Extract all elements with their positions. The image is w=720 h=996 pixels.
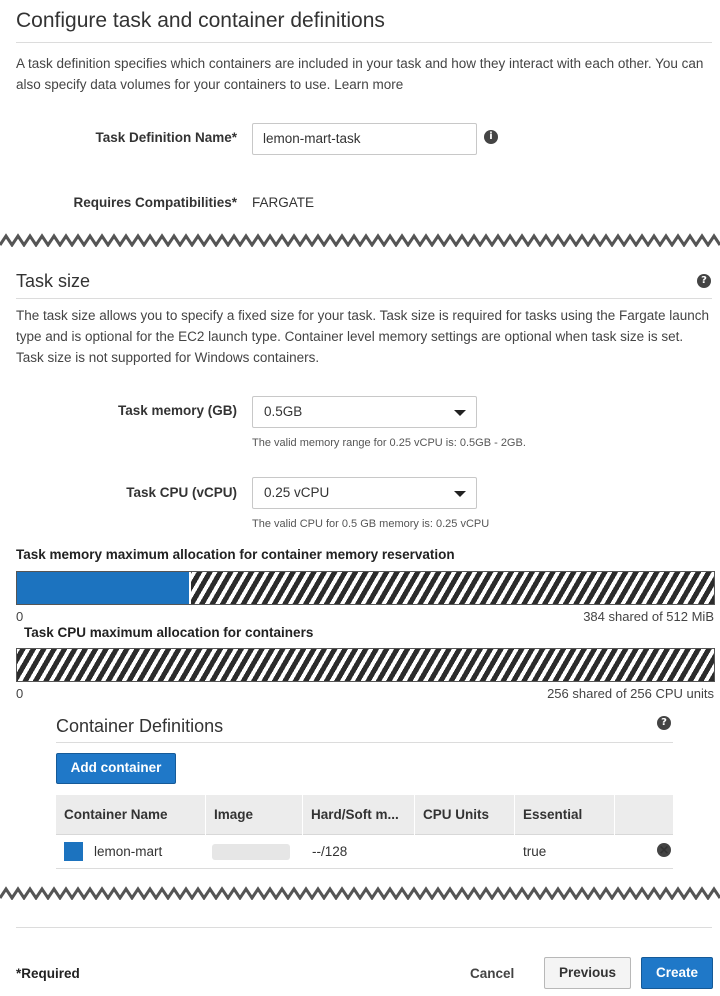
title-divider bbox=[16, 42, 712, 43]
help-icon[interactable]: ? bbox=[697, 274, 711, 288]
task-memory-hint: The valid memory range for 0.25 vCPU is: 0.5GB - 2GB. bbox=[252, 437, 526, 449]
cpu-min-label: 0 bbox=[16, 686, 24, 701]
task-memory-select[interactable] bbox=[252, 396, 477, 428]
memory-allocation-bar bbox=[16, 571, 715, 605]
chevron-down-icon bbox=[454, 410, 466, 416]
task-def-name-label: Task Definition Name* bbox=[95, 130, 237, 145]
footer-divider bbox=[16, 927, 712, 928]
content-break-top bbox=[0, 233, 720, 247]
add-container-button[interactable]: Add container bbox=[56, 753, 176, 784]
task-cpu-label: Task CPU (vCPU) bbox=[126, 485, 237, 500]
column-container-name[interactable]: Container Name bbox=[56, 795, 206, 835]
memory-summary: 384 shared of 512 MiB bbox=[583, 609, 714, 624]
task-size-divider bbox=[16, 298, 712, 299]
chevron-down-icon bbox=[454, 491, 466, 497]
help-icon[interactable]: ? bbox=[657, 716, 671, 730]
task-cpu-select[interactable] bbox=[252, 477, 477, 509]
cpu-summary: 256 shared of 256 CPU units bbox=[547, 686, 714, 701]
page-description bbox=[16, 53, 714, 95]
remove-icon[interactable]: × bbox=[658, 842, 670, 858]
compatibilities-value: FARGATE bbox=[252, 195, 315, 210]
learn-more-link[interactable]: Learn more bbox=[334, 77, 404, 92]
container-color-swatch bbox=[64, 842, 83, 861]
cpu-allocation-bar bbox=[16, 648, 715, 682]
task-memory-label: Task memory (GB) bbox=[117, 403, 237, 418]
image-cell-redacted bbox=[212, 844, 290, 860]
memory-cell: --/128 bbox=[312, 844, 348, 859]
task-def-name-input[interactable]: lemon-mart-task bbox=[252, 123, 477, 155]
task-cpu-value: 0.25 vCPU bbox=[264, 485, 330, 500]
column-memory[interactable]: Hard/Soft m... bbox=[303, 795, 415, 835]
description-text: A task definition specifies which containers are included in your task and how they interact with each other. You can also specify data volumes for your containers to use. bbox=[16, 56, 704, 92]
cpu-shared-segment bbox=[17, 649, 714, 681]
cpu-allocation-title: Task CPU maximum allocation for containers bbox=[24, 625, 314, 640]
column-essential[interactable]: Essential bbox=[515, 795, 615, 835]
create-button[interactable]: Create bbox=[641, 957, 713, 989]
cancel-button[interactable]: Cancel bbox=[470, 966, 515, 981]
page-title: Configure task and container definitions bbox=[16, 9, 385, 32]
container-table bbox=[56, 795, 673, 869]
previous-button[interactable]: Previous bbox=[544, 957, 631, 989]
memory-allocated-segment bbox=[17, 572, 191, 604]
column-cpu-units[interactable]: CPU Units bbox=[415, 795, 515, 835]
essential-cell: true bbox=[523, 844, 547, 859]
task-cpu-hint: The valid CPU for 0.5 GB memory is: 0.25 vCPU bbox=[252, 518, 490, 530]
info-icon[interactable]: i bbox=[484, 130, 498, 144]
container-name-cell[interactable]: lemon-mart bbox=[94, 844, 163, 859]
task-size-description: The task size allows you to specify a fixed size for your task. Task size is required for tasks using the Fargate launch type and is optional for the EC2 launch type. Container level memory settings are optional when task size is set. Task size is not supported for Windows containers. bbox=[16, 308, 710, 365]
required-note: *Required bbox=[16, 966, 80, 981]
container-definitions-title: Container Definitions bbox=[56, 716, 224, 736]
task-size-title: Task size bbox=[16, 271, 91, 291]
container-table-header bbox=[56, 795, 673, 835]
container-definitions-divider bbox=[56, 742, 673, 743]
compatibilities-label: Requires Compatibilities* bbox=[73, 195, 237, 210]
column-actions bbox=[615, 795, 673, 835]
memory-shared-segment bbox=[191, 572, 714, 604]
content-break-bottom bbox=[0, 886, 720, 900]
memory-allocation-title: Task memory maximum allocation for container memory reservation bbox=[16, 547, 455, 562]
table-row[interactable] bbox=[56, 835, 673, 869]
task-memory-value: 0.5GB bbox=[264, 404, 303, 419]
memory-min-label: 0 bbox=[16, 609, 24, 624]
column-image[interactable]: Image bbox=[206, 795, 303, 835]
